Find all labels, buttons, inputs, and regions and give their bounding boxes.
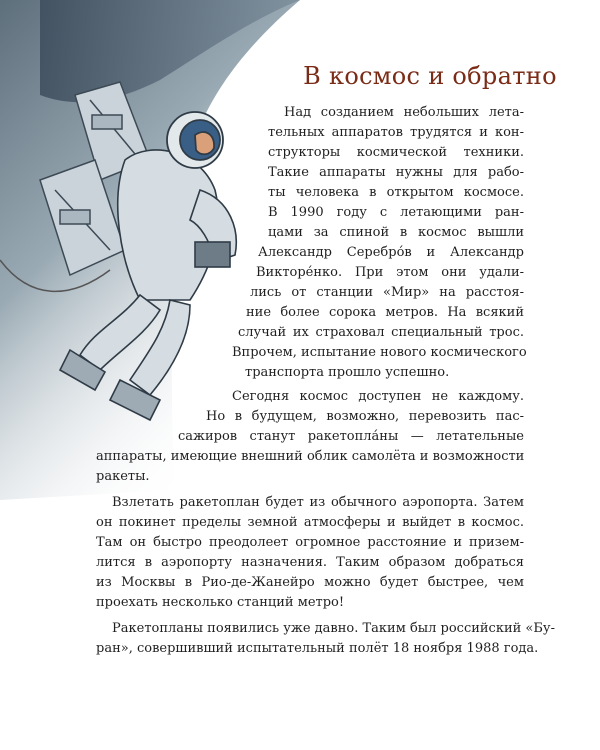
text-line: случай их страховал специальный трос. (238, 325, 524, 340)
text-line: Там он быстро преодолеет огромное расстояние и призем- (96, 535, 524, 550)
text-line: аппараты, имеющие внешний облик самолёта и возможности (96, 449, 525, 464)
text-line: Взлетать ракетоплан будет из обычного аэропорта. Затем (112, 495, 524, 510)
text-line: Впрочем, испытание нового космического (232, 345, 527, 360)
text-line: Над созданием небольших лета- (284, 105, 524, 120)
text-line: лись от станции «Мир» на расстоя- (250, 285, 524, 300)
text-line: Такие аппараты нужны для рабо- (268, 165, 524, 180)
text-line: Но в будущем, возможно, перевозить пас- (206, 409, 524, 424)
text-line: Ракетопланы появились уже давно. Таким был российский «Бу- (112, 621, 555, 636)
text-line: ракеты. (96, 469, 150, 484)
page-title: В космос и обратно (303, 62, 557, 90)
text-line: Александр Серебро́в и Александр (258, 245, 524, 260)
text-line: ние более сорока метров. На всякий (246, 305, 524, 320)
text-line: цами за спиной в космос вышли (268, 225, 524, 240)
text-line: проехать несколько станций метро! (96, 595, 345, 610)
text-line: лится в аэропорту назначения. Таким образом добраться (96, 555, 524, 570)
text-line: ран», совершивший испытательный полёт 18 ноября 1988 года. (96, 641, 539, 656)
text-line: тельных аппаратов трудятся и кон- (268, 125, 524, 140)
text-line: сажиров станут ракетопла́ны — летательные (178, 429, 524, 444)
text-line: ты человека в открытом космосе. (268, 185, 524, 200)
text-line: транспорта прошло успешно. (245, 365, 450, 380)
text-line: Викторе́нко. При этом они удали- (256, 265, 524, 280)
text-line: Сегодня космос доступен не каждому. (232, 389, 524, 404)
text-line: структоры космической техники. (268, 145, 524, 160)
text-line: он покинет пределы земной атмосферы и выйдет в космос. (96, 515, 524, 530)
text-line: из Москвы в Рио-де-Жанейро можно будет быстрее, чем (96, 575, 524, 590)
text-line: В 1990 году с летающими ран- (268, 205, 524, 220)
